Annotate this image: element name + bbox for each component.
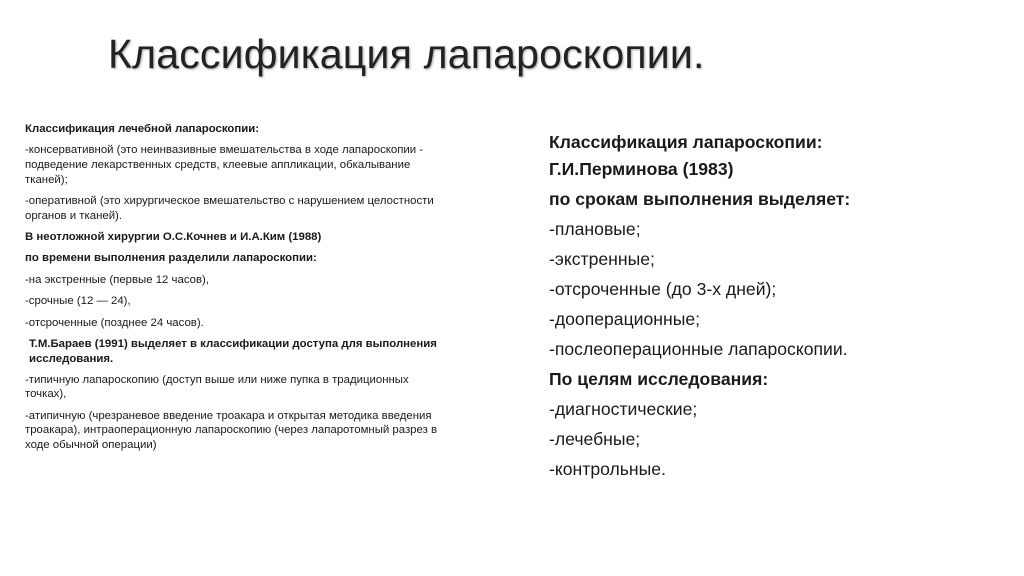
right-heading-author: Г.И.Перминова (1983) <box>549 159 734 179</box>
right-list-item: -дооперационные; <box>549 309 701 329</box>
slide-title: Классификация лапароскопии. <box>108 31 705 77</box>
right-list-item: -плановые; <box>549 219 641 239</box>
left-paragraph: -атипичную (чрезраневое введение троакара и открытая методика введения троакара), интраоперационную лапароскопию (через лапаротомный разрез в ходе обычной операции) <box>25 409 438 452</box>
left-paragraph: -срочные (12 — 24), <box>25 295 131 308</box>
right-list-item: -экстренные; <box>549 249 655 269</box>
right-list-item: -контрольные. <box>549 459 666 479</box>
right-text-column <box>549 130 989 484</box>
right-list-item: -отсроченные (до 3-х дней); <box>549 279 777 299</box>
left-paragraph-heading: Классификация лечебной лапароскопии: <box>25 123 260 135</box>
right-list-item: -послеоперационные лапароскопии. <box>549 339 848 359</box>
left-paragraph-heading: по времени выполнения разделили лапароскопии: <box>25 252 317 265</box>
left-paragraph: -оперативной (это хирургическое вмешательство с нарушением целостности органов и тканей). <box>25 194 434 222</box>
left-paragraph: -типичную лапароскопию (доступ выше или ниже пупка в традиционных точках), <box>25 373 409 401</box>
left-paragraph: -на экстренные (первые 12 часов), <box>25 273 209 286</box>
left-paragraph: -отсроченные (позднее 24 часов). <box>25 316 204 329</box>
right-list-item: -лечебные; <box>549 429 641 449</box>
left-paragraph-heading: Т.М.Бараев (1991) выделяет в классификации доступа для выполнения исследования. <box>29 337 437 365</box>
right-subheading-terms: по срокам выполнения выделяет: <box>549 189 851 209</box>
right-heading: Классификация лапароскопии: <box>549 132 823 152</box>
left-text-column <box>25 122 445 459</box>
right-subheading-goals: По целям исследования: <box>549 369 769 389</box>
right-list-item: -диагностические; <box>549 399 698 419</box>
left-paragraph-heading: В неотложной хирургии О.С.Кочнев и И.А.Ким (1988) <box>25 230 322 243</box>
left-paragraph: -консервативной (это неинвазивные вмешательства в ходе лапароскопии - подведение лекарственных средств, клеевые аппликации, обкалывание тканей); <box>25 144 424 186</box>
